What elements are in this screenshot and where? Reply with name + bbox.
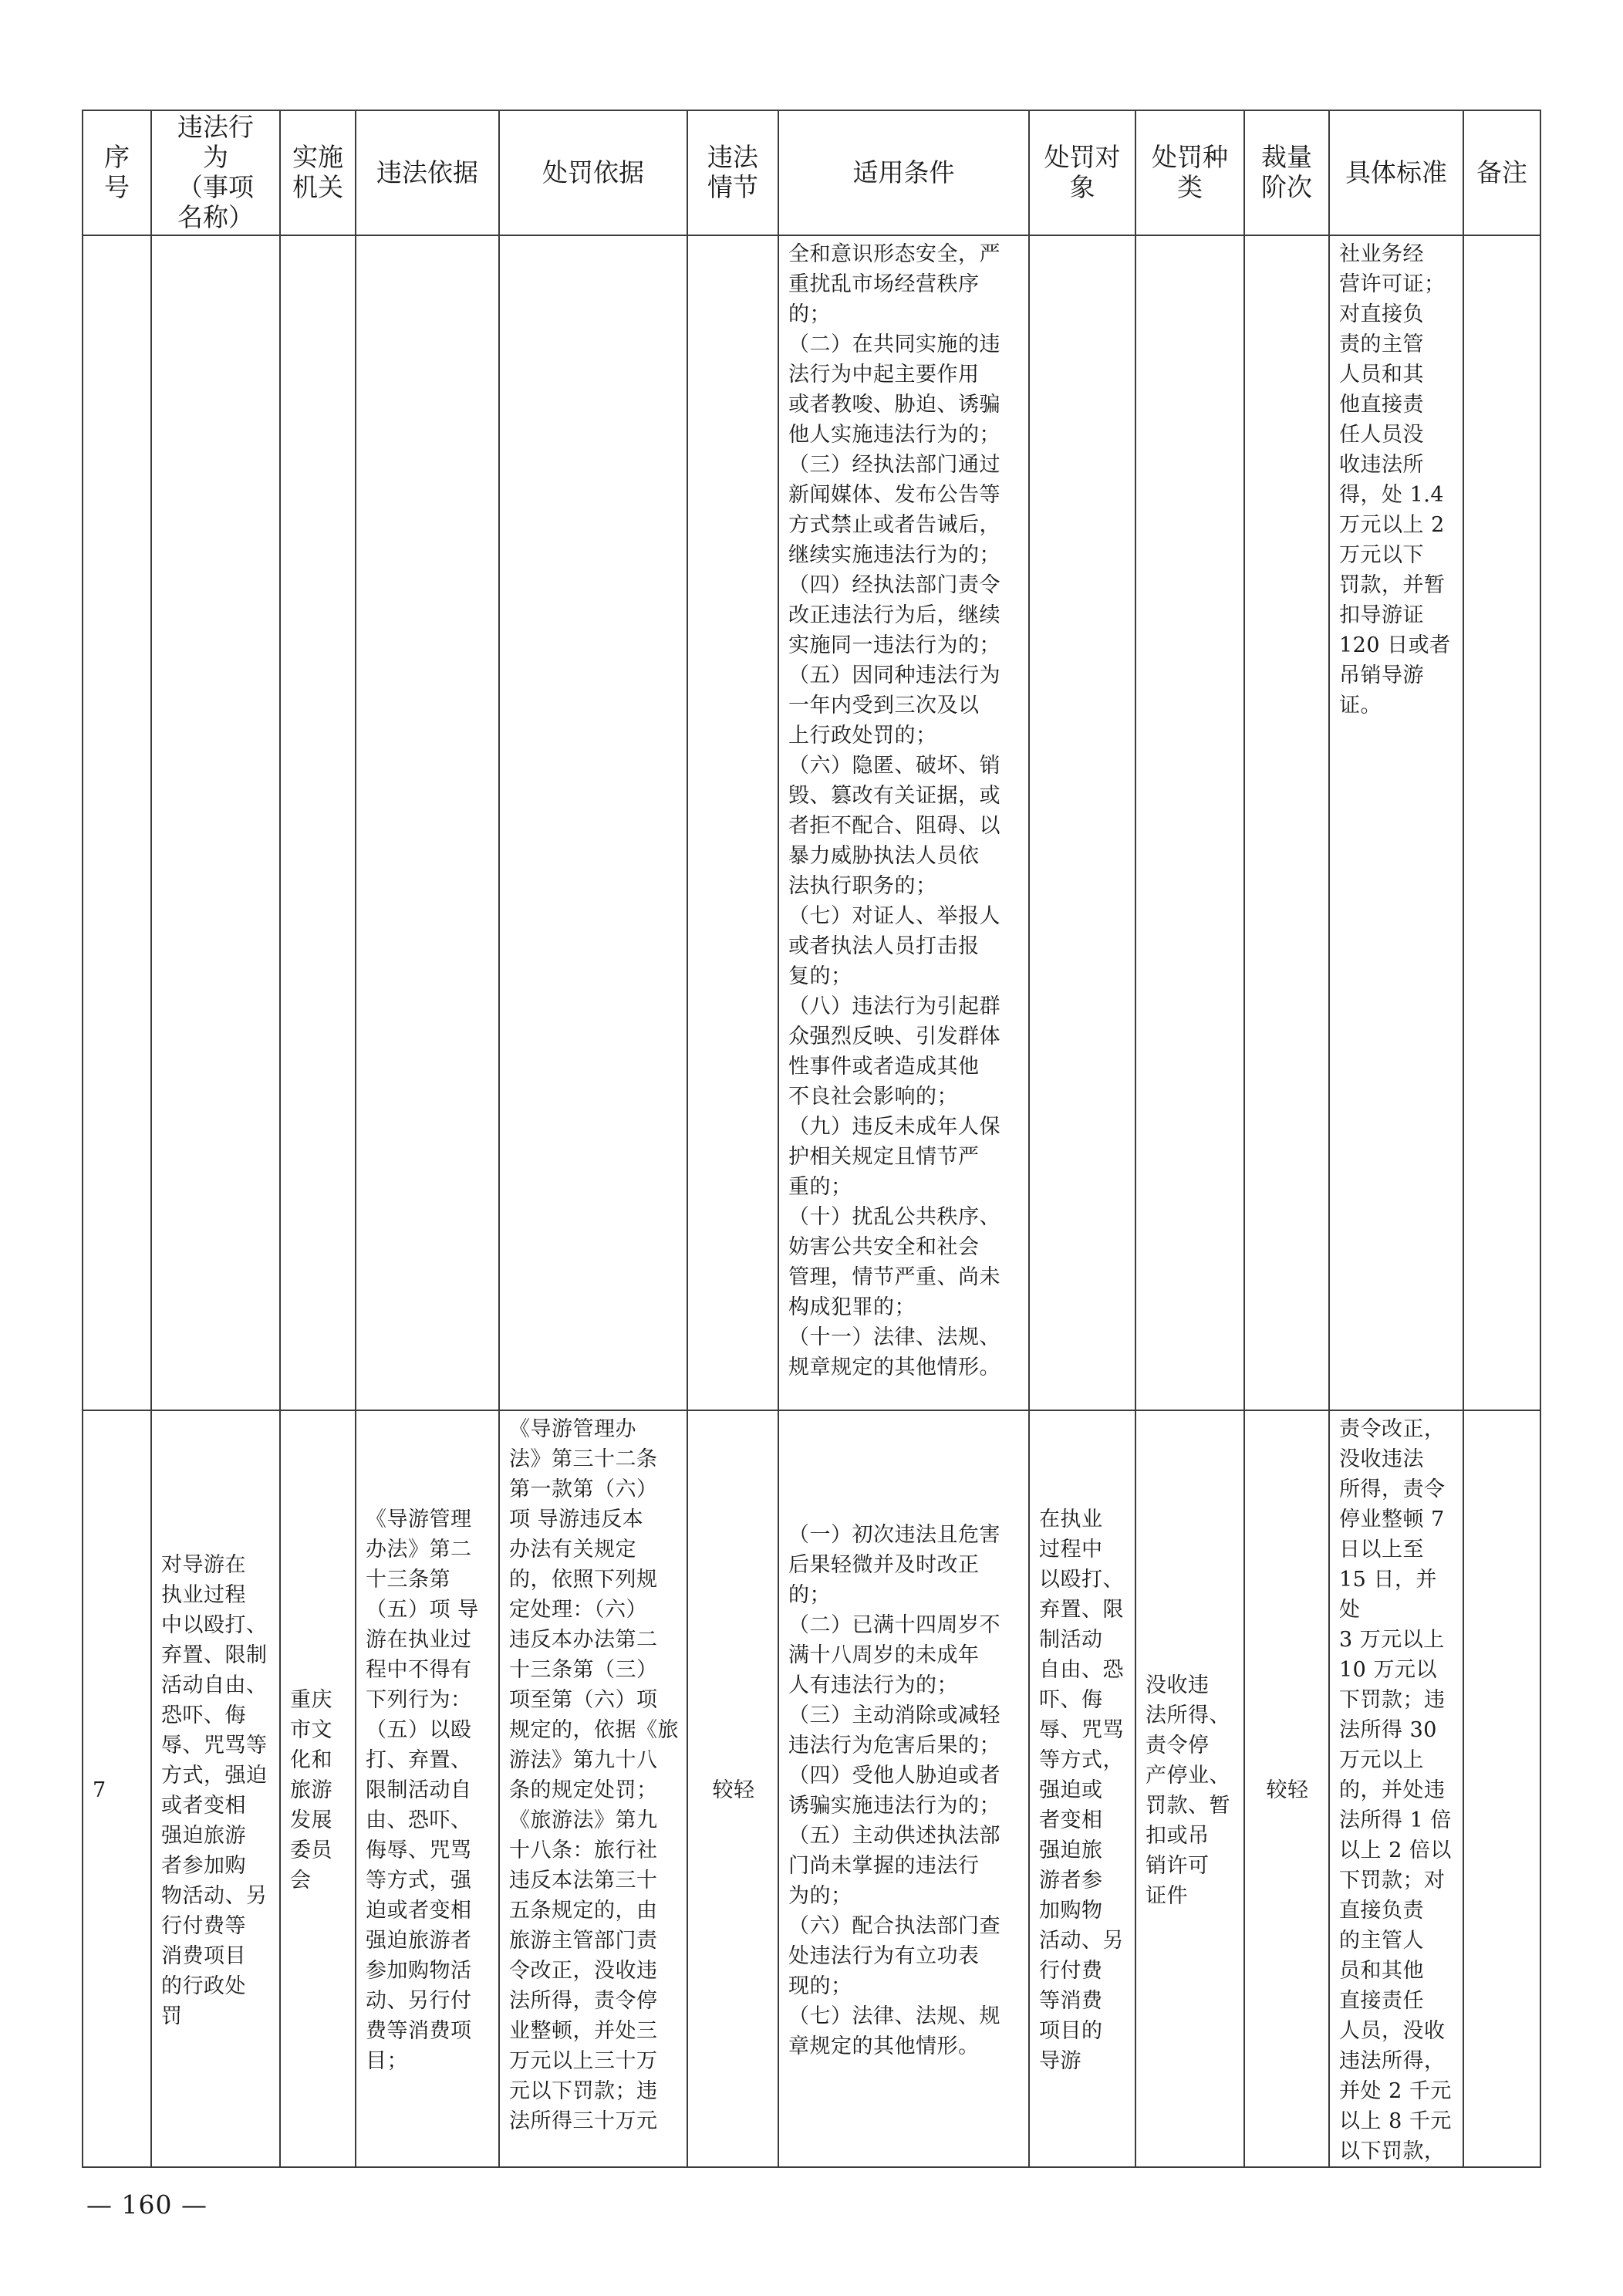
cell-level: 较轻	[1244, 1410, 1329, 2167]
page-number: — 160 —	[86, 2190, 208, 2220]
cell-empty	[280, 235, 356, 1410]
table-row-7	[83, 1410, 1540, 2167]
cell-empty	[1463, 235, 1540, 1410]
header-target: 处罚对 象	[1029, 110, 1135, 235]
header-conditions: 适用条件	[778, 110, 1029, 235]
header-remark: 备注	[1463, 110, 1540, 235]
header-agency: 实施 机关	[280, 110, 356, 235]
cell-agency: 重庆 市文 化和 旅游 发展 委员 会	[280, 1410, 356, 2167]
header-circumstance: 违法 情节	[687, 110, 778, 235]
cell-empty	[151, 235, 280, 1410]
penalty-standards-table	[82, 110, 1541, 2168]
cell-violation-basis: 《导游管理 办法》第二 十三条第 （五）项 导 游在执业过 程中不得有 下列行为： （五）以殴 打、弃置、 限制活动自 由、恐吓、 侮辱、咒骂 等方式，强 迫或者变相 强迫旅游者 参加购物活 动、另行付 费等消费项 目；	[356, 1410, 499, 2167]
cell-remark	[1463, 1410, 1540, 2167]
header-violation-name: 违法行 为 （事项 名称）	[151, 110, 280, 235]
header-level: 裁量 阶次	[1244, 110, 1329, 235]
cell-empty	[356, 235, 499, 1410]
cell-standard-continued: 社业务经 营许可证； 对直接负 责的主管 人员和其 他直接责 任人员没 收违法所 得，处 1.4 万元以上 2 万元以下 罚款，并暂 扣导游证 120 日或者 吊销导游 证。	[1329, 235, 1463, 1410]
cell-penalty-type: 没收违 法所得、 责令停 产停业、 罚款、暂 扣或吊 销许可 证件	[1135, 1410, 1244, 2167]
header-serial-no: 序 号	[83, 110, 151, 235]
header-standard: 具体标准	[1329, 110, 1463, 235]
cell-circumstance: 较轻	[687, 1410, 778, 2167]
cell-standard: 责令改正， 没收违法 所得，责令 停业整顿 7 日以上至 15 日，并处 3 万元以上 10 万元以 下罚款；违 法所得 30 万元以上 的，并处违 法所得 1 倍 以上 2 倍以 下罚款；对 直接负责 的主管人 员和其他 直接责任 人员，没收 违法所得， 并处 2 千元 以上 8 千元 以下罚款，	[1329, 1410, 1463, 2167]
header-penalty-type: 处罚种 类	[1135, 110, 1244, 235]
cell-conditions-continued: 全和意识形态安全，严 重扰乱市场经营秩序 的； （二）在共同实施的违 法行为中起主要作用 或者教唆、胁迫、诱骗 他人实施违法行为的； （三）经执法部门通过 新闻媒体、发布公告等 方式禁止或者告诫后， 继续实施违法行为的； （四）经执法部门责令 改正违法行为后，继续 实施同一违法行为的； （五）因同种违法行为 一年内受到三次及以 上行政处罚的； （六）隐匿、破坏、销 毁、篡改有关证据，或 者拒不配合、阻碍、以 暴力威胁执法人员依 法执行职务的； （七）对证人、举报人 或者执法人员打击报 复的； （八）违法行为引起群 众强烈反映、引发群体 性事件或者造成其他 不良社会影响的； （九）违反未成年人保 护相关规定且情节严 重的； （十）扰乱公共秩序、 妨害公共安全和社会 管理，情节严重、尚未 构成犯罪的； （十一）法律、法规、 规章规定的其他情形。	[778, 235, 1029, 1410]
cell-violation-name: 对导游在 执业过程 中以殴打、 弃置、限制 活动自由、 恐吓、侮 辱、咒骂等 方式，强迫 或者变相 强迫旅游 者参加购 物活动、另 行付费等 消费项目 的行政处 罚	[151, 1410, 280, 2167]
table-row-continued	[83, 235, 1540, 1410]
cell-conditions: （一）初次违法且危害 后果轻微并及时改正 的； （二）已满十四周岁不 满十八周岁的未成年 人有违法行为的； （三）主动消除或减轻 违法行为危害后果的； （四）受他人胁迫或者 诱骗实施违法行为的； （五）主动供述执法部 门尚未掌握的违法行 为的； （六）配合执法部门查 处违法行为有立功表 现的； （七）法律、法规、规 章规定的其他情形。	[778, 1410, 1029, 2167]
cell-target: 在执业 过程中 以殴打、 弃置、限 制活动 自由、恐 吓、侮 辱、咒骂 等方式， 强迫或 者变相 强迫旅 游者参 加购物 活动、另 行付费 等消费 项目的 导游	[1029, 1410, 1135, 2167]
header-violation-basis: 违法依据	[356, 110, 499, 235]
cell-empty	[83, 235, 151, 1410]
cell-empty	[1029, 235, 1135, 1410]
cell-empty	[1244, 235, 1329, 1410]
header-row	[83, 110, 1540, 235]
header-penalty-basis: 处罚依据	[499, 110, 687, 235]
cell-penalty-basis: 《导游管理办 法》第三十二条 第一款第（六） 项 导游违反本 办法有关规定 的，依照下列规 定处理：（六） 违反本办法第二 十三条第（三） 项至第（六）项 规定的，依据《旅 游法》第九十八 条的规定处罚； 《旅游法》第九 十八条：旅行社 违反本法第三十 五条规定的，由 旅游主管部门责 令改正，没收违 法所得，责令停 业整顿，并处三 万元以上三十万 元以下罚款；违 法所得三十万元	[499, 1410, 687, 2167]
cell-serial-no: 7	[83, 1410, 151, 2167]
cell-empty	[1135, 235, 1244, 1410]
cell-empty	[687, 235, 778, 1410]
cell-empty	[499, 235, 687, 1410]
